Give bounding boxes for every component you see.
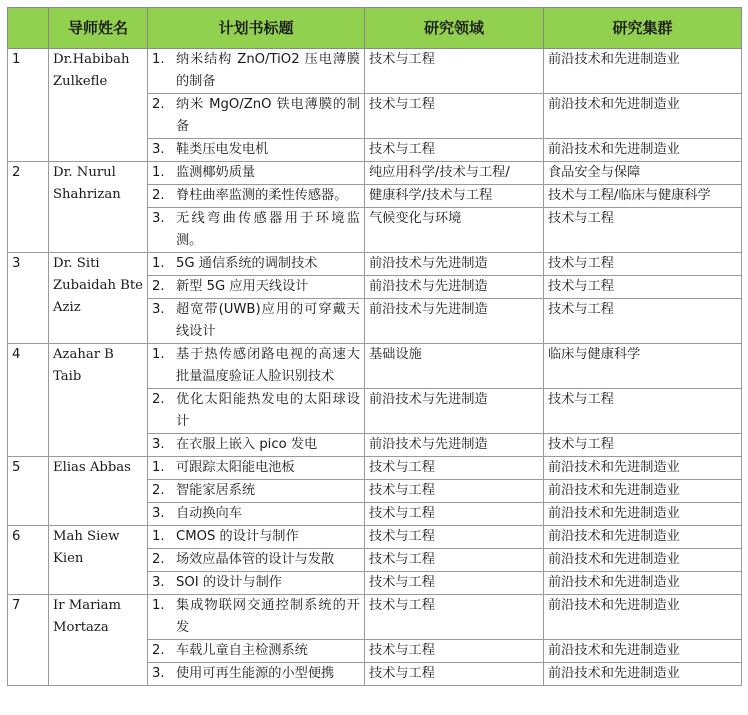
supervisor-name: Mah Siew Kien: [49, 526, 148, 595]
proposal-title-cell: [148, 526, 365, 549]
proposal-title: 场效应晶体管的设计与发散: [176, 552, 335, 567]
research-cluster: 前沿技术和先进制造业: [544, 526, 742, 549]
proposal-title-cell: [148, 299, 365, 344]
research-cluster: 前沿技术和先进制造业: [544, 503, 742, 526]
proposal-title: 使用可再生能源的小型便携: [176, 666, 335, 681]
research-field: 前沿技术与先进制造: [365, 299, 544, 344]
supervisor-name: Ir Mariam Mortaza: [49, 595, 148, 686]
research-cluster: 前沿技术和先进制造业: [544, 595, 742, 640]
research-cluster: 技术与工程: [544, 434, 742, 457]
proposal-title: 鞋类压电发电机: [176, 142, 269, 157]
proposal-title-cell: [148, 139, 365, 162]
research-field: 技术与工程: [365, 526, 544, 549]
row-number: 3: [8, 253, 49, 344]
supervisor-name: Azahar B Taib: [49, 344, 148, 457]
proposal-title: 基于热传感闭路电视的高速大批量温度验证人脸识别技术: [176, 347, 360, 384]
proposal-index: 2.: [152, 97, 165, 112]
research-cluster: 前沿技术和先进制造业: [544, 663, 742, 686]
row-number: 5: [8, 457, 49, 526]
proposal-index: 2.: [152, 552, 165, 567]
proposal-title-cell: [148, 276, 365, 299]
table-row: [8, 49, 742, 94]
proposal-title: 无线弯曲传感器用于环境监测。: [176, 211, 360, 248]
research-field: 技术与工程: [365, 503, 544, 526]
proposal-index: 1.: [152, 52, 165, 67]
proposal-title-cell: [148, 94, 365, 139]
proposal-title-cell: [148, 549, 365, 572]
research-cluster: 技术与工程/临床与健康科学: [544, 185, 742, 208]
supervisor-proposal-table: [7, 7, 742, 686]
proposal-index: 2.: [152, 279, 165, 294]
header-research-field: 研究领域: [365, 8, 544, 49]
proposal-title: 纳米结构 ZnO/TiO2 压电薄膜的制备: [176, 52, 360, 89]
research-cluster: 前沿技术和先进制造业: [544, 572, 742, 595]
research-field: 技术与工程: [365, 94, 544, 139]
proposal-title-cell: [148, 434, 365, 457]
proposal-title: 新型 5G 应用天线设计: [176, 279, 309, 294]
table-row: [8, 162, 742, 185]
proposal-title: 超宽带(UWB)应用的可穿戴天线设计: [176, 302, 360, 339]
proposal-index: 3.: [152, 666, 165, 681]
research-cluster: 前沿技术和先进制造业: [544, 49, 742, 94]
row-number: 6: [8, 526, 49, 595]
proposal-title: 可跟踪太阳能电池板: [176, 460, 295, 475]
table-row: [8, 253, 742, 276]
proposal-title: 监测椰奶质量: [176, 165, 256, 180]
header-research-cluster: 研究集群: [544, 8, 742, 49]
research-cluster: 食品安全与保障: [544, 162, 742, 185]
header-num: [8, 8, 49, 49]
proposal-title: 集成物联网交通控制系统的开发: [176, 598, 360, 635]
row-number: 1: [8, 49, 49, 162]
proposal-title: CMOS 的设计与制作: [176, 529, 299, 544]
research-cluster: 前沿技术和先进制造业: [544, 480, 742, 503]
research-field: 技术与工程: [365, 480, 544, 503]
proposal-title-cell: [148, 503, 365, 526]
proposal-title-cell: [148, 185, 365, 208]
research-cluster: 技术与工程: [544, 389, 742, 434]
row-number: 2: [8, 162, 49, 253]
research-field: 技术与工程: [365, 572, 544, 595]
research-field: 技术与工程: [365, 663, 544, 686]
proposal-index: 2.: [152, 392, 165, 407]
supervisor-name: Dr. Nurul Shahrizan: [49, 162, 148, 253]
proposal-title-cell: [148, 640, 365, 663]
proposal-title: 脊柱曲率监测的柔性传感器。: [176, 188, 348, 203]
proposal-index: 1.: [152, 347, 165, 362]
research-field: 前沿技术与先进制造: [365, 389, 544, 434]
research-field: 前沿技术与先进制造: [365, 253, 544, 276]
proposal-title-cell: [148, 457, 365, 480]
research-field: 技术与工程: [365, 549, 544, 572]
proposal-index: 2.: [152, 483, 165, 498]
proposal-title-cell: [148, 253, 365, 276]
research-cluster: 前沿技术和先进制造业: [544, 549, 742, 572]
proposal-index: 3.: [152, 211, 165, 226]
proposal-title-cell: [148, 595, 365, 640]
proposal-index: 3.: [152, 142, 165, 157]
research-cluster: 技术与工程: [544, 276, 742, 299]
proposal-title: SOI 的设计与制作: [176, 575, 282, 590]
research-field: 技术与工程: [365, 139, 544, 162]
proposal-title-cell: [148, 162, 365, 185]
table-row: [8, 344, 742, 389]
research-cluster: 技术与工程: [544, 299, 742, 344]
proposal-title: 5G 通信系统的调制技术: [176, 256, 318, 271]
proposal-index: 3.: [152, 302, 165, 317]
proposal-title: 车载儿童自主检测系统: [176, 643, 308, 658]
proposal-title-cell: [148, 49, 365, 94]
research-cluster: 前沿技术和先进制造业: [544, 457, 742, 480]
proposal-index: 3.: [152, 575, 165, 590]
table-row: [8, 526, 742, 549]
supervisor-name: Elias Abbas: [49, 457, 148, 526]
proposal-title-cell: [148, 389, 365, 434]
research-field: 技术与工程: [365, 457, 544, 480]
proposal-title-cell: [148, 572, 365, 595]
header-supervisor-name: 导师姓名: [49, 8, 148, 49]
proposal-title-cell: [148, 663, 365, 686]
table-row: [8, 595, 742, 640]
proposal-title: 优化太阳能热发电的太阳球设计: [176, 392, 360, 429]
supervisor-name: Dr. Siti Zubaidah Bte Aziz: [49, 253, 148, 344]
research-field: 气候变化与环境: [365, 208, 544, 253]
research-cluster: 临床与健康科学: [544, 344, 742, 389]
proposal-index: 2.: [152, 188, 165, 203]
header-proposal-title: 计划书标题: [148, 8, 365, 49]
research-field: 基础设施: [365, 344, 544, 389]
research-field: 技术与工程: [365, 49, 544, 94]
research-cluster: 技术与工程: [544, 208, 742, 253]
research-field: 技术与工程: [365, 595, 544, 640]
supervisor-name: Dr.Habibah Zulkefle: [49, 49, 148, 162]
proposal-title-cell: [148, 208, 365, 253]
proposal-title: 在衣服上嵌入 pico 发电: [176, 437, 318, 452]
row-number: 4: [8, 344, 49, 457]
research-field: 健康科学/技术与工程: [365, 185, 544, 208]
research-field: 前沿技术与先进制造: [365, 276, 544, 299]
proposal-index: 3.: [152, 437, 165, 452]
research-cluster: 前沿技术和先进制造业: [544, 640, 742, 663]
proposal-title-cell: [148, 480, 365, 503]
row-number: 7: [8, 595, 49, 686]
research-cluster: 技术与工程: [544, 253, 742, 276]
proposal-index: 1.: [152, 529, 165, 544]
table-header-row: [8, 8, 742, 49]
research-cluster: 前沿技术和先进制造业: [544, 94, 742, 139]
proposal-index: 2.: [152, 643, 165, 658]
proposal-title: 纳米 MgO/ZnO 铁电薄膜的制备: [176, 97, 360, 134]
proposal-index: 1.: [152, 460, 165, 475]
research-cluster: 前沿技术和先进制造业: [544, 139, 742, 162]
table-row: [8, 457, 742, 480]
research-field: 前沿技术与先进制造: [365, 434, 544, 457]
page-cutoff-fade: [0, 707, 748, 715]
proposal-title: 智能家居系统: [176, 483, 256, 498]
proposal-index: 1.: [152, 598, 165, 613]
proposal-index: 3.: [152, 506, 165, 521]
proposal-title: 自动换向车: [176, 506, 242, 521]
proposal-index: 1.: [152, 256, 165, 271]
research-field: 纯应用科学/技术与工程/: [365, 162, 544, 185]
proposal-title-cell: [148, 344, 365, 389]
proposal-index: 1.: [152, 165, 165, 180]
research-field: 技术与工程: [365, 640, 544, 663]
